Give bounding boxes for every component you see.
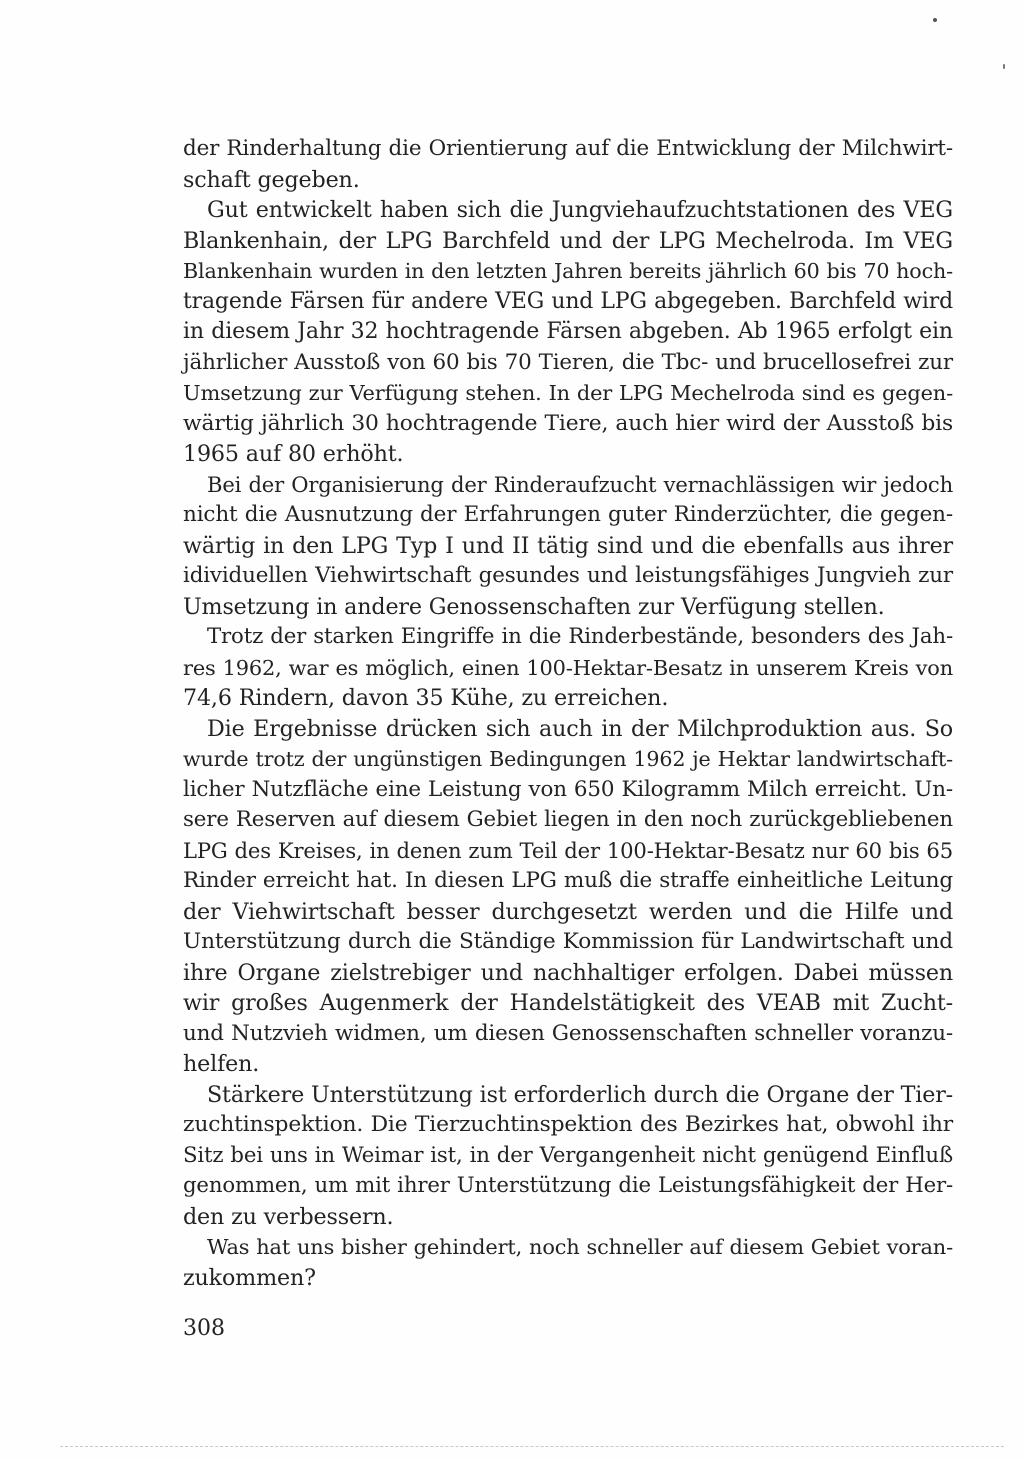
text-line: wärtig jährlich 30 hochtragende Tiere, auch hier wird der Ausstoß bis bbox=[183, 410, 953, 436]
scan-speck bbox=[933, 18, 937, 22]
text-line: in diesem Jahr 32 hochtragende Färsen abgeben. Ab 1965 erfolgt ein bbox=[183, 319, 953, 344]
text-line: Trotz der starken Eingriffe in die Rinderbestände, besonders des Jah- bbox=[207, 624, 953, 649]
text-line: Unterstützung durch die Ständige Kommission für Landwirtschaft und bbox=[183, 929, 953, 954]
text-line: tragende Färsen für andere VEG und LPG abgegeben. Barchfeld wird bbox=[183, 288, 953, 314]
text-line: Die Ergebnisse drücken sich auch in der Milchproduktion aus. So bbox=[207, 715, 953, 742]
text-line: res 1962, war es möglich, einen 100-Hektar-Besatz in unserem Kreis von bbox=[183, 655, 953, 680]
text-line: Umsetzung zur Verfügung stehen. In der LPG Mechelroda sind es gegen- bbox=[183, 381, 953, 405]
text-line: und Nutzvieh widmen, um diesen Genossenschaften schneller voranzu- bbox=[183, 1020, 953, 1046]
text-line: wir großes Augenmerk der Handelstätigkeit des VEAB mit Zucht- bbox=[183, 990, 953, 1016]
text-line: licher Nutzfläche eine Leistung von 650 Kilogramm Milch erreicht. Un- bbox=[183, 776, 953, 802]
scan-speck bbox=[1003, 64, 1005, 69]
text-line: Rinder erreicht hat. In diesen LPG muß die straffe einheitliche Leitung bbox=[183, 868, 953, 893]
text-line: 1965 auf 80 erhöht. bbox=[183, 441, 404, 467]
text-line: schaft gegeben. bbox=[183, 166, 360, 193]
page-number: 308 bbox=[183, 1316, 225, 1341]
text-line: Was hat uns bisher gehindert, noch schneller auf diesem Gebiet voran- bbox=[207, 1235, 953, 1259]
text-line: idividuellen Viehwirtschaft gesundes und leistungsfähiges Jungvieh zur bbox=[183, 563, 953, 588]
text-line: helfen. bbox=[183, 1051, 260, 1077]
text-line: wurde trotz der ungünstigen Bedingungen 1962 je Hektar landwirtschaft- bbox=[183, 747, 953, 771]
text-line: der Viehwirtschaft besser durchgesetzt werden und die Hilfe und bbox=[183, 898, 953, 925]
text-line: sere Reserven auf diesem Gebiet liegen in den noch zurückgebliebenen bbox=[183, 807, 953, 832]
text-line: genommen, um mit ihrer Unterstützung die Leistungsfähigkeit der Her- bbox=[183, 1173, 953, 1198]
text-line: Bei der Organisierung der Rinderaufzucht vernachlässigen wir jedoch bbox=[207, 471, 953, 497]
text-line: LPG des Kreises, in denen zum Teil der 100-Hektar-Besatz nur 60 bis 65 bbox=[183, 837, 953, 863]
text-line: Blankenhain, der LPG Barchfeld und der LPG Mechelroda. Im VEG bbox=[183, 227, 953, 254]
text-line: Sitz bei uns in Weimar ist, in der Vergangenheit nicht genügend Einfluß bbox=[183, 1142, 953, 1168]
text-line: ihre Organe zielstrebiger und nachhaltiger erfolgen. Dabei müssen bbox=[183, 959, 953, 986]
text-line: nicht die Ausnutzung der Erfahrungen guter Rinderzüchter, die gegen- bbox=[183, 502, 953, 527]
text-line: 74,6 Rindern, davon 35 Kühe, zu erreichen. bbox=[183, 685, 669, 711]
text-line: Umsetzung in andere Genossenschaften zur Verfügung stellen. bbox=[183, 593, 885, 620]
text-line: den zu verbessern. bbox=[183, 1203, 394, 1230]
text-line: zuchtinspektion. Die Tierzuchtinspektion des Bezirkes hat, obwohl ihr bbox=[183, 1112, 953, 1137]
text-line: der Rinderhaltung die Orientierung auf die Entwicklung der Milchwirt- bbox=[183, 136, 953, 161]
text-line: Blankenhain wurden in den letzten Jahren bereits jährlich 60 bis 70 hoch- bbox=[183, 259, 953, 283]
text-line: Gut entwickelt haben sich die Jungviehaufzuchtstationen des VEG bbox=[207, 197, 953, 223]
text-line: zukommen? bbox=[183, 1264, 316, 1291]
body-text bbox=[183, 134, 953, 1293]
text-line: wärtig in den LPG Typ I und II tätig sind und die ebenfalls aus ihrer bbox=[183, 532, 953, 559]
text-line: Stärkere Unterstützung ist erforderlich durch die Organe der Tier- bbox=[207, 1081, 953, 1108]
scan-bottom-edge bbox=[60, 1446, 1004, 1448]
text-line: jährlicher Ausstoß von 60 bis 70 Tieren, die Tbc- und brucellosefrei zur bbox=[183, 349, 953, 375]
